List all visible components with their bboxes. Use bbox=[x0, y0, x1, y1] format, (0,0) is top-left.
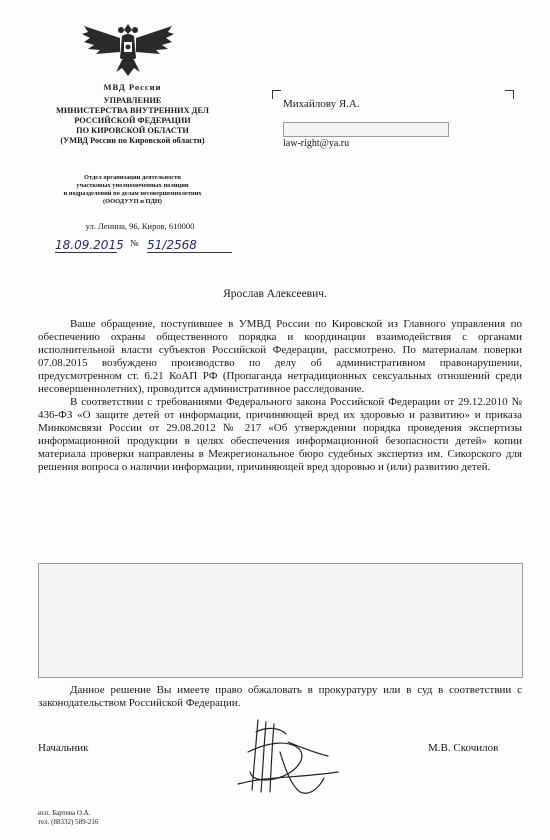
redacted-address-box bbox=[283, 122, 449, 137]
address-corner-mark bbox=[505, 90, 514, 99]
department-name bbox=[40, 174, 225, 206]
executor-phone: тел. (88332) 589-216 bbox=[38, 818, 99, 826]
organization-address: ул. Ленина, 96, Киров, 610000 bbox=[85, 221, 195, 231]
org-line: (УМВД России по Кировской области) bbox=[60, 136, 205, 145]
org-line: РОССИЙСКОЙ ФЕДЕРАЦИИ bbox=[74, 116, 191, 125]
address-corner-mark bbox=[272, 90, 281, 99]
body-paragraph: Ваше обращение, поступившее в УМВД России по Кировской из Главного управления по обеспечению охраны общественного порядка и координации взаимодействия с органами исполнительной власти субъектов Российской Федерации, рассмотрено. По материалам поверки 07.08.2015 возбуждено производство по делу об административном правонарушении, предусмотренном ст. 6.21 КоАП РФ (Пропаганда нетрадиционных сексуальных отношений среди несовершеннолетних), проводится административное расследование. bbox=[38, 318, 522, 395]
org-line: УПРАВЛЕНИЕ bbox=[103, 96, 162, 105]
executor-info bbox=[38, 809, 98, 827]
org-line: МИНИСТЕРСТВА ВНУТРЕННИХ ДЕЛ bbox=[56, 106, 209, 115]
registration-number-label: № bbox=[130, 238, 139, 248]
signatory-name: М.В. Скочилов bbox=[428, 742, 499, 754]
double-headed-eagle-emblem bbox=[78, 18, 178, 80]
org-line: ПО КИРОВСКОЙ ОБЛАСТИ bbox=[76, 126, 189, 135]
handwritten-signature bbox=[228, 712, 346, 800]
greeting: Ярослав Алексеевич. bbox=[223, 288, 327, 300]
ministry-short-name: МВД России bbox=[103, 82, 162, 92]
letter-body bbox=[38, 318, 522, 474]
appeal-paragraph: Данное решение Вы имеете право обжаловать в прокуратуру или в суд в соответствии с законодательством Российской Федерации. bbox=[38, 684, 522, 709]
dept-line: и подразделений по делам несовершеннолетних bbox=[63, 190, 202, 197]
dept-line: участковых уполномоченных полиции bbox=[76, 182, 189, 189]
recipient-email: law-right@ya.ru bbox=[283, 138, 350, 149]
registration-line bbox=[35, 238, 235, 254]
registration-number: 51/2568 bbox=[147, 238, 232, 253]
executor-name: исп. Бартева О.А. bbox=[38, 809, 91, 817]
organization-name bbox=[40, 96, 225, 146]
redacted-text-box bbox=[38, 563, 523, 678]
dept-line: Отдел организации деятельности bbox=[84, 174, 181, 181]
recipient-name: Михайлову Я.А. bbox=[283, 98, 360, 110]
signatory-title: Начальник bbox=[38, 742, 89, 754]
dept-line: (ОООДУУП и ПДН) bbox=[103, 198, 162, 205]
registration-date: 18.09.2015 bbox=[55, 238, 124, 252]
body-paragraph: В соответствии с требованиями Федерального закона Российской Федерации от 29.12.2010 № 436-ФЗ «О защите детей от информации, причиняющей вред их здоровью и развитию» и приказа Минкомсвязи России от 29.08.2012 № 217 «Об утверждении порядка проведения экспертизы информационной продукции в целях обеспечения информационной безопасности детей» копии материала проверки направлены в Межрегиональное бюро судебных экспертиз им. Сикорского для решения вопроса о наличии информации, причиняющей вред здоровью и (или) развитию детей. bbox=[38, 396, 522, 473]
